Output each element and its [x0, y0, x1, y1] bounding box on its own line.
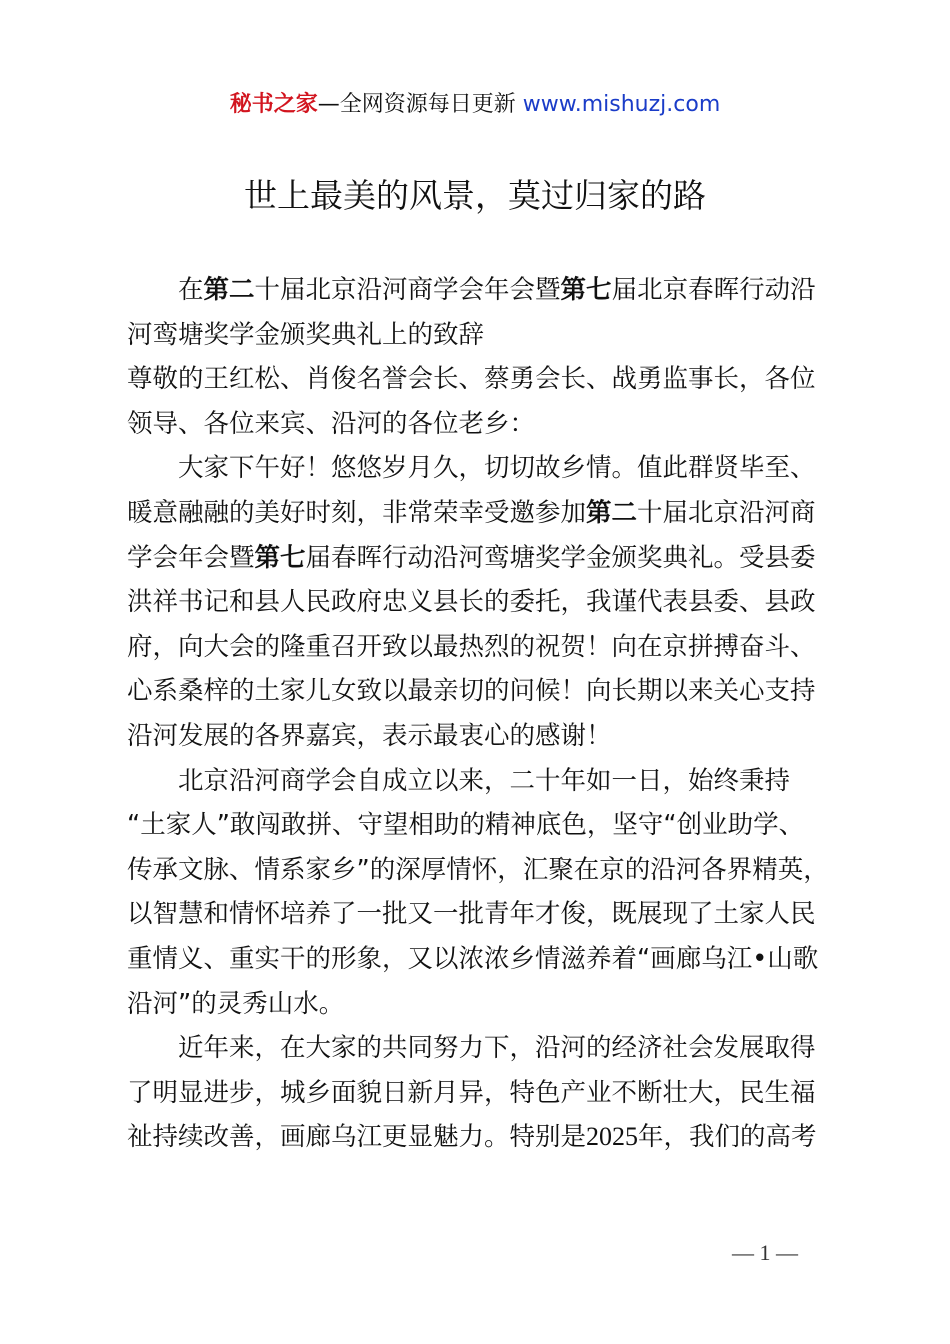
- paragraph-1-line-6: 心系桑梓的土家儿女致以最亲切的问候！向长期以来关心支持: [127, 676, 816, 707]
- brand-name: 秘书之家: [229, 92, 318, 117]
- paragraph-2-line-6: 沿河”的灵秀山水。: [127, 988, 345, 1019]
- paragraph-2-line-4: 以智慧和情怀培养了一批又一批青年才俊，既展现了土家人民: [127, 899, 816, 930]
- paragraph-1-line-3: 学会年会暨第七届春晖行动沿河鸾塘奖学金颁奖典礼。受县委: [127, 542, 816, 573]
- site-header: [0, 88, 950, 122]
- paragraph-2-line-2: “土家人”敢闯敢拼、守望相助的精神底色，坚守“创业助学、: [127, 810, 805, 841]
- paragraph-2-line-3: 传承文脉、情系家乡”的深厚情怀，汇聚在京的沿河各界精英，: [127, 854, 829, 885]
- page-number: — 1 —: [732, 1240, 798, 1265]
- header-slogan: —全网资源每日更新: [317, 92, 523, 117]
- salutation-line-2: 领导、各位来宾、沿河的各位老乡：: [127, 408, 536, 439]
- paragraph-3-line-3: 祉持续改善，画廊乌江更显魅力。特别是2025年，我们的高考: [127, 1122, 817, 1153]
- occasion-line-2: 河鸾塘奖学金颁奖典礼上的致辞: [127, 319, 485, 350]
- paragraph-1-line-5: 府，向大会的隆重召开致以最热烈的祝贺！向在京拼搏奋斗、: [127, 631, 816, 662]
- year-number: 2025: [586, 1122, 639, 1152]
- paragraph-1-line-2: 暖意融融的美好时刻，非常荣幸受邀参加第二十届北京沿河商: [127, 497, 816, 528]
- occasion-line-1: 在第二十届北京沿河商学会年会暨第七届北京春晖行动沿: [178, 275, 816, 305]
- page-title: 世上最美的风景，莫过归家的路: [244, 176, 706, 215]
- paragraph-2-line-5: 重情义、重实干的形象，又以浓浓乡情滋养着“画廊乌江•山歌: [127, 943, 819, 974]
- paragraph-3-line-2: 了明显进步，城乡面貌日新月异，特色产业不断壮大，民生福: [127, 1077, 816, 1108]
- document-body: [127, 268, 847, 1160]
- paragraph-1-line-7: 沿河发展的各界嘉宾，表示最衷心的感谢！: [127, 720, 612, 751]
- paragraph-1-line-1: 大家下午好！悠悠岁月久，切切故乡情。值此群贤毕至、: [178, 453, 816, 484]
- paragraph-2-line-1: 北京沿河商学会自成立以来，二十年如一日，始终秉持: [178, 765, 791, 796]
- paragraph-1-line-4: 洪祥书记和县人民政府忠义县长的委托，我谨代表县委、县政: [127, 587, 816, 618]
- paragraph-3-line-1: 近年来，在大家的共同努力下，沿河的经济社会发展取得: [178, 1033, 816, 1064]
- salutation-line-1: 尊敬的王红松、肖俊名誉会长、蔡勇会长、战勇监事长，各位: [127, 364, 816, 395]
- site-url-link[interactable]: www.mishuzj.com: [522, 92, 721, 117]
